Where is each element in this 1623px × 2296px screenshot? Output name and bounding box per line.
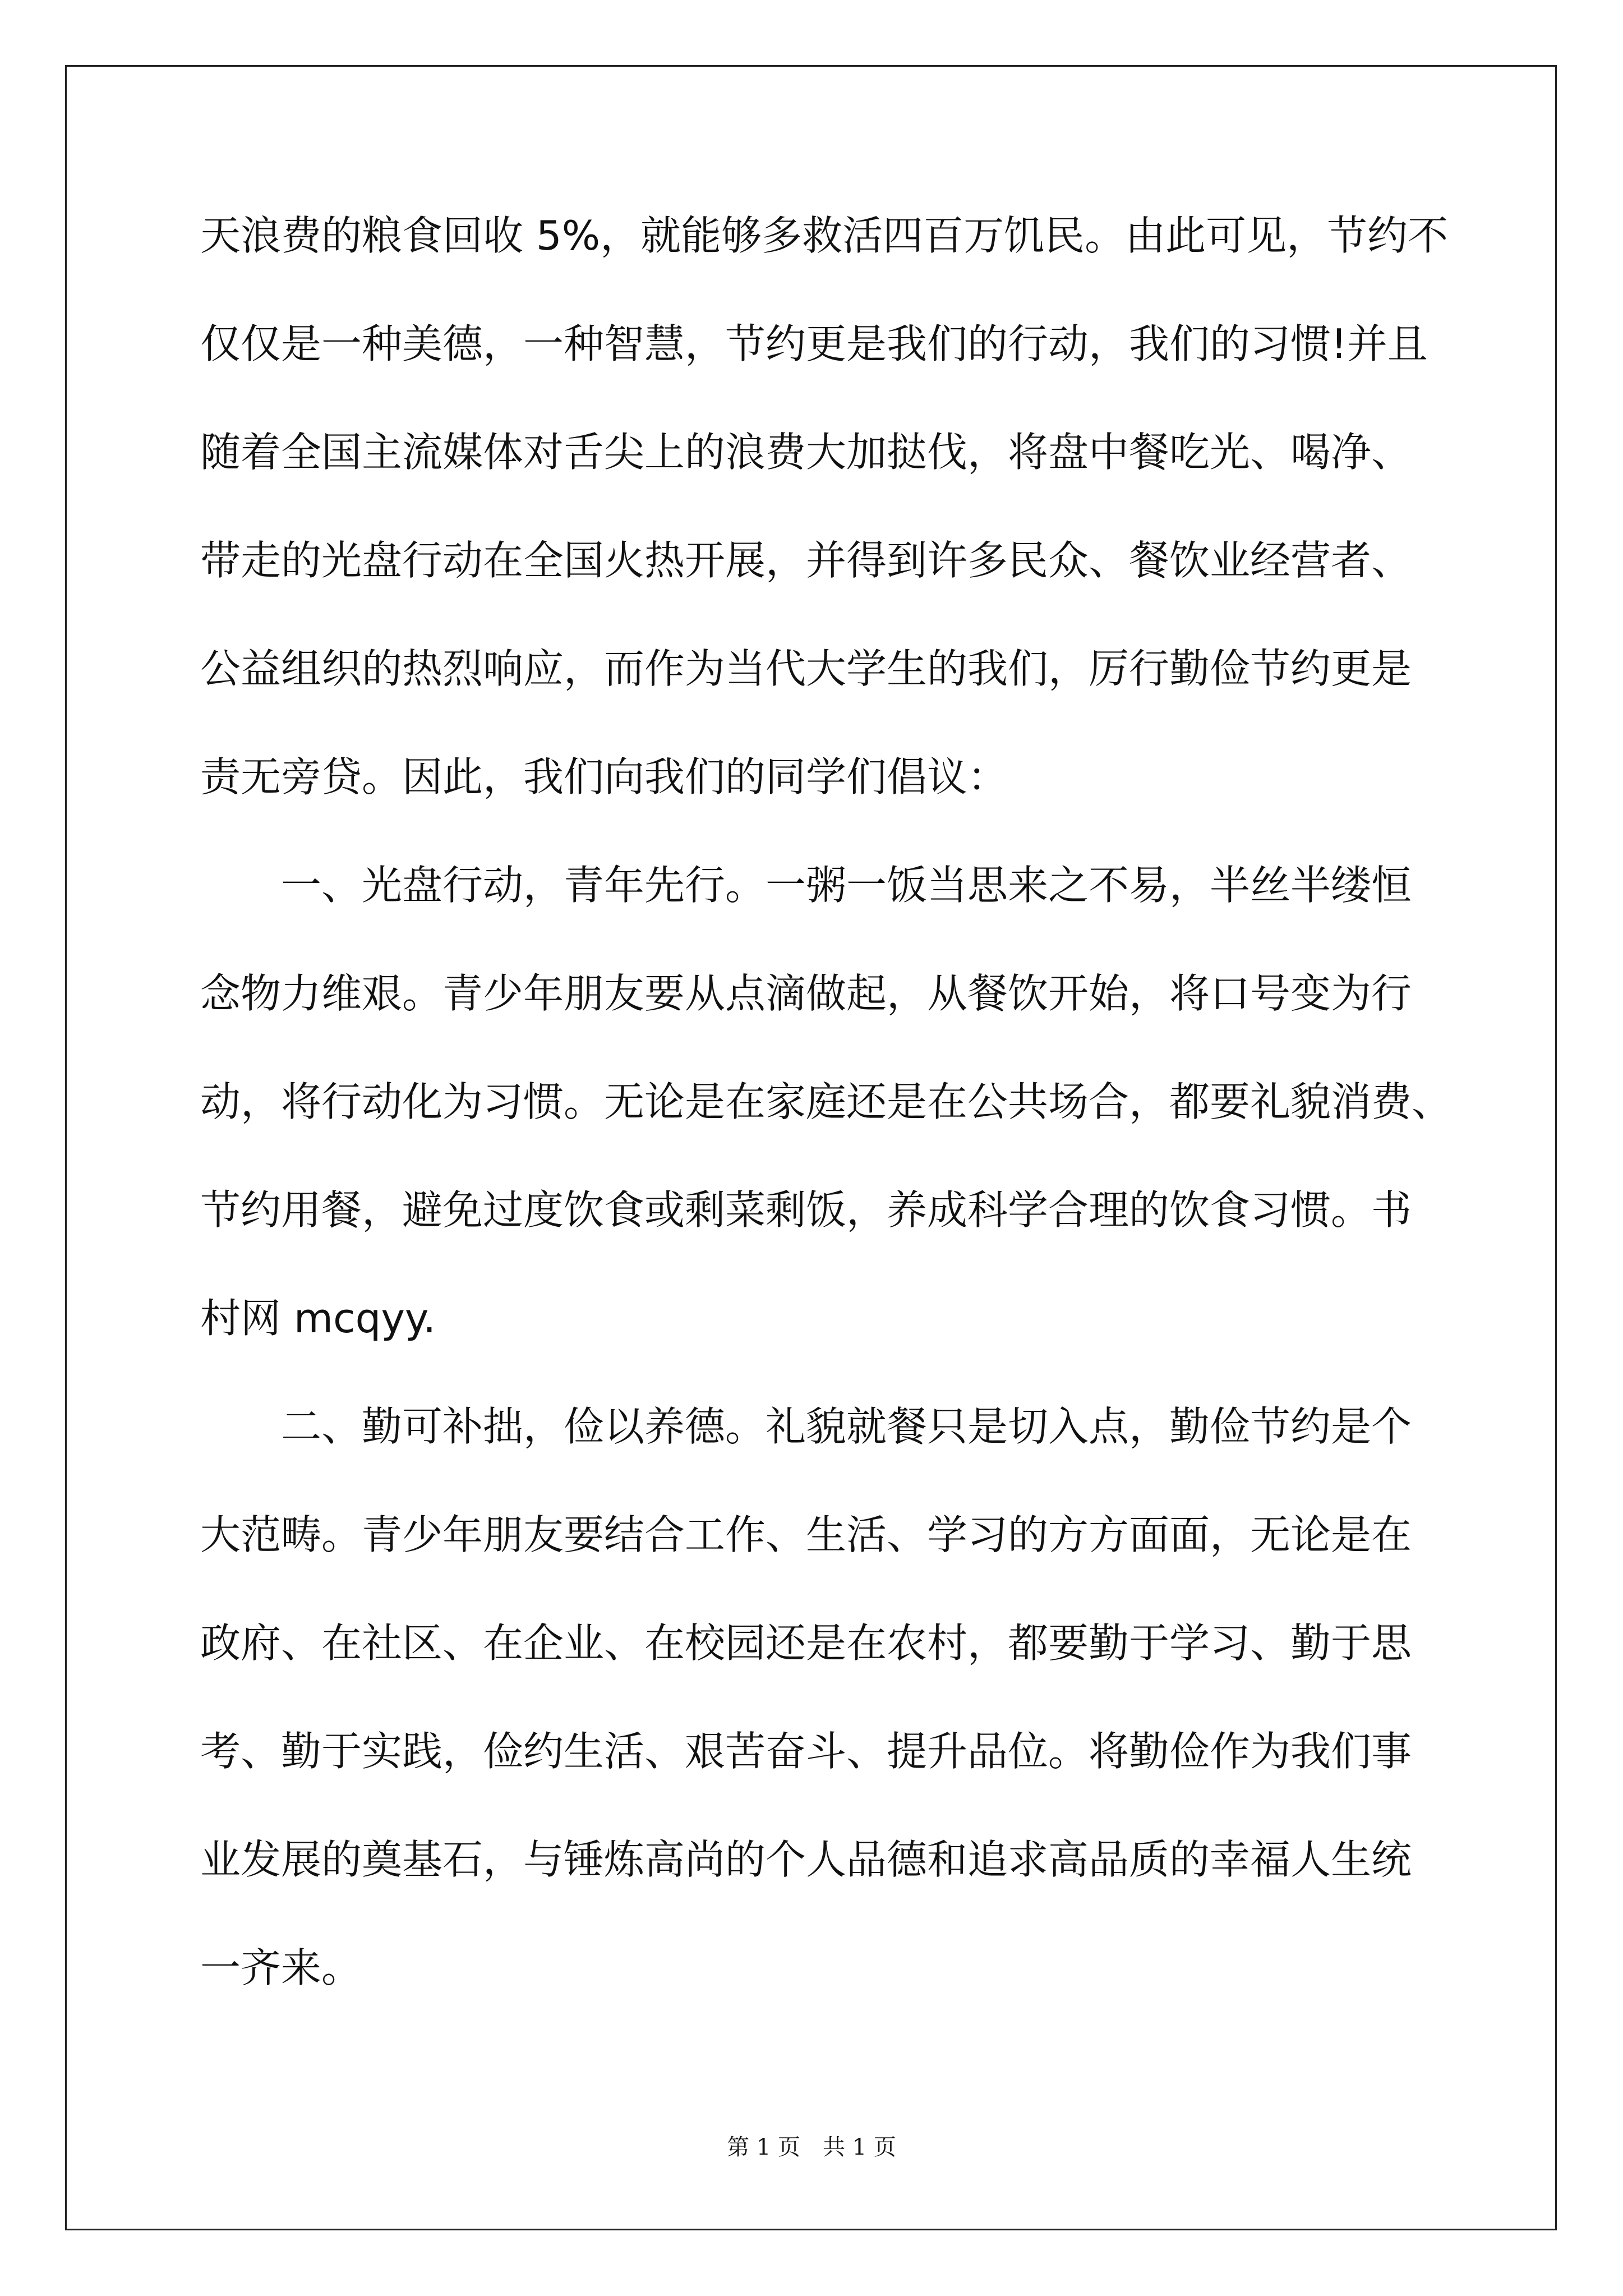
text-line: 天浪费的粮食回收 5%，就能够多救活四百万饥民。由此可见，节约不 (200, 212, 1449, 259)
text-line: 动，将行动化为习惯。无论是在家庭还是在公共场合，都要礼貌消费、 (200, 1078, 1453, 1125)
text-line: 大范畴。青少年朋友要结合工作、生活、学习的方方面面，无论是在 (200, 1511, 1412, 1558)
text-line: 业发展的奠基石，与锤炼高尚的个人品德和追求高品质的幸福人生统 (200, 1836, 1412, 1883)
text-line: 带走的光盘行动在全国火热开展，并得到许多民众、餐饮业经营者、 (200, 537, 1412, 584)
text-line: 随着全国主流媒体对舌尖上的浪费大加挞伐，将盘中餐吃光、喝净、 (200, 429, 1412, 476)
text-line: 二、勤可补拙，俭以养德。礼貌就餐只是切入点，勤俭节约是个 (200, 1403, 1412, 1450)
text-line: 一齐来。 (200, 1944, 362, 1991)
text-line: 节约用餐，避免过度饮食或剩菜剩饭，养成科学合理的饮食习惯。书 (200, 1186, 1412, 1234)
text-line: 考、勤于实践，俭约生活、艰苦奋斗、提升品位。将勤俭作为我们事 (200, 1728, 1412, 1775)
page-frame (65, 65, 1557, 2230)
text-line: 仅仅是一种美德，一种智慧，节约更是我们的行动，我们的习惯!并且 (200, 320, 1428, 367)
page-footer: 第 1 页 共 1 页 (727, 2134, 896, 2160)
text-line: 一、光盘行动，青年先行。一粥一饭当思来之不易，半丝半缕恒 (200, 862, 1412, 909)
text-line: 政府、在社区、在企业、在校园还是在农村，都要勤于学习、勤于思 (200, 1619, 1412, 1667)
text-line: 责无旁贷。因此，我们向我们的同学们倡议： (200, 753, 1008, 800)
text-line: 念物力维艰。青少年朋友要从点滴做起，从餐饮开始，将口号变为行 (200, 970, 1412, 1017)
text-line: 村网 mcqyy. (200, 1295, 436, 1342)
text-line: 公益组织的热烈响应，而作为当代大学生的我们，厉行勤俭节约更是 (200, 645, 1412, 692)
